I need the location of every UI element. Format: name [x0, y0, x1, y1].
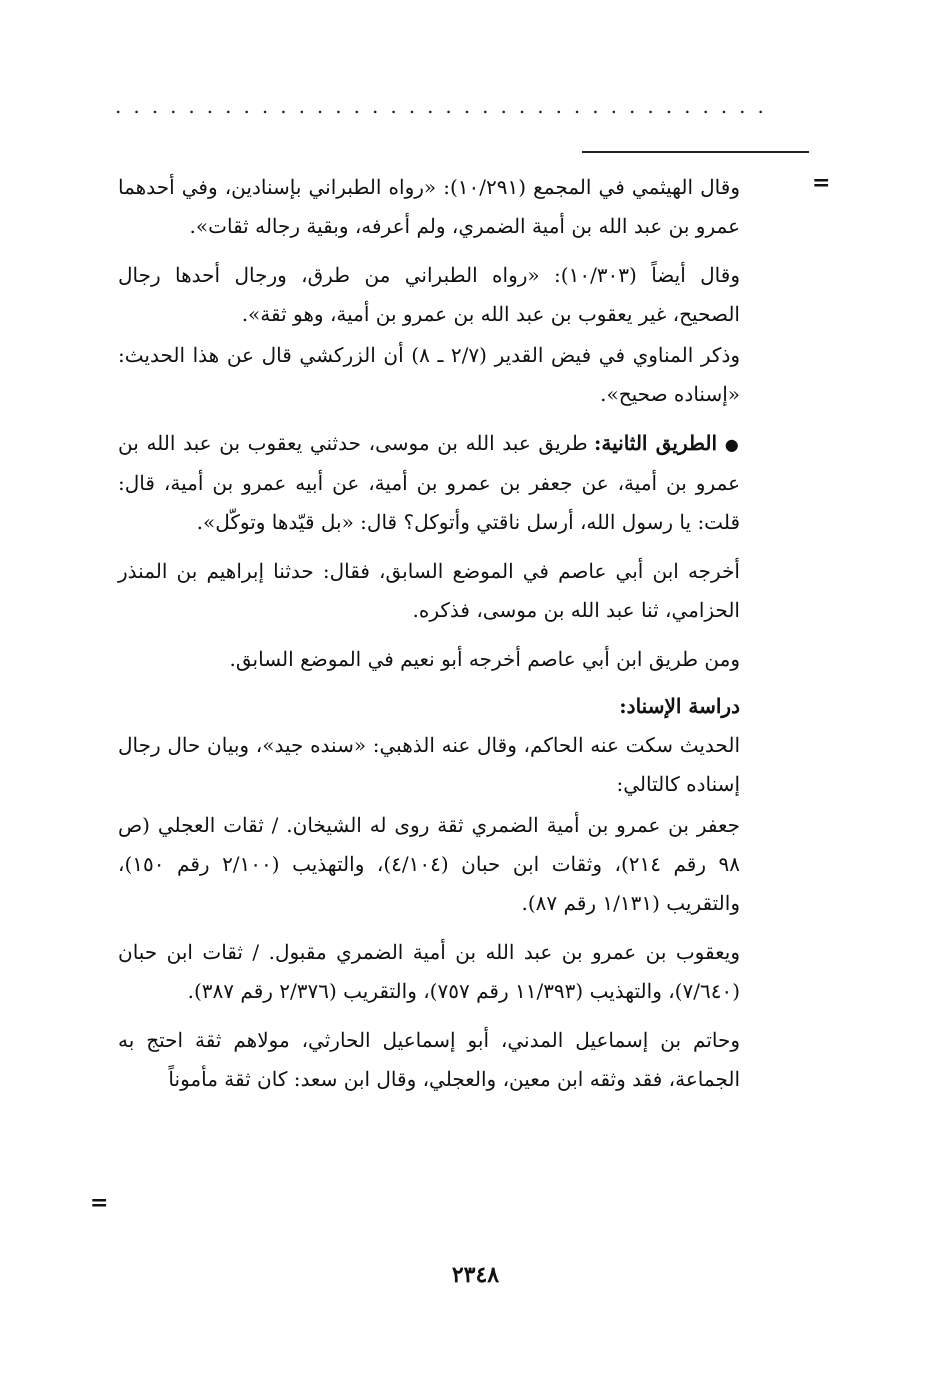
second-route-text: طريق عبد الله بن موسى، حدثني يعقوب بن عبد الله بن عمرو بن أمية، عن جعفر بن عمرو بن أمية، عن أبيه عمرو بن أمية، قال: قلت: يا رسول الله، أرسل ناقتي وأتوكل؟ قال: «بل قيّدها وتوكّل».: [118, 431, 740, 534]
paragraph-abu-nuaym: ومن طريق ابن أبي عاصم أخرجه أبو نعيم في الموضع السابق.: [229, 647, 740, 671]
footnote-rule: [582, 151, 809, 153]
second-route-label: الطريق الثانية:: [593, 431, 718, 455]
footnote-continuation-mark-top: =: [812, 170, 831, 196]
header-dotted-line: ....................................: [115, 96, 776, 116]
paragraph-yaqub: ويعقوب بن عمرو بن عبد الله بن أمية الضمري مقبول. / ثقات ابن حبان (٧/٦٤٠)، والتهذيب (١١/٣٩٣ رقم ٧٥٧)، والتقريب (٢/٣٧٦ رقم ٣٨٧).: [118, 940, 740, 1003]
bullet-icon: ●: [724, 435, 741, 454]
section-heading-isnad-study: دراسة الإسناد:: [619, 694, 740, 718]
paragraph-munawi: وذكر المناوي في فيض القدير (٢/٧ ـ ٨) أن الزركشي قال عن هذا الحديث: «إسناده صحيح».: [118, 343, 741, 406]
paragraph-ibn-abi-asim: أخرجه ابن أبي عاصم في الموضع السابق، فقال: حدثنا إبراهيم بن المنذر الحزامي، ثنا عبد الله بن موسى، فذكره.: [118, 559, 740, 622]
paragraph-jafar: جعفر بن عمرو بن أمية الضمري ثقة روى له الشيخان. / ثقات العجلي (ص ٩٨ رقم ٢١٤)، وثقات ابن حبان (٤/١٠٤)، والتهذيب (٢/١٠٠ رقم ١٥٠)، والتقريب (١/١٣١ رقم ٨٧).: [118, 813, 741, 915]
paragraph-isnad-intro: الحديث سكت عنه الحاكم، وقال عنه الذهبي: «سنده جيد»، وبيان حال رجال إسناده كالتالي:: [118, 733, 740, 796]
page-number: ٢٣٤٨: [451, 1262, 500, 1288]
footnote-continuation-mark-bottom: =: [90, 1190, 109, 1216]
paragraph-haythami-1: وقال الهيثمي في المجمع (١٠/٢٩١): «رواه الطبراني بإسنادين، وفي أحدهما عمرو بن عبد الله بن أمية الضمري، ولم أعرفه، وبقية رجاله ثقات».: [118, 175, 740, 238]
page-body: [118, 168, 740, 1099]
paragraph-haythami-2: وقال أيضاً (١٠/٣٠٣): «رواه الطبراني من طرق، ورجال أحدها رجال الصحيح، غير يعقوب بن عبد الله بن عمرو بن أمية، وهو ثقة».: [118, 263, 740, 326]
paragraph-second-route: [118, 424, 740, 542]
paragraph-hatim: وحاتم بن إسماعيل المدني، أبو إسماعيل الحارثي، مولاهم ثقة احتج به الجماعة، فقد وثقه ابن معين، والعجلي، وقال ابن سعد: كان ثقة مأموناً: [118, 1028, 740, 1091]
